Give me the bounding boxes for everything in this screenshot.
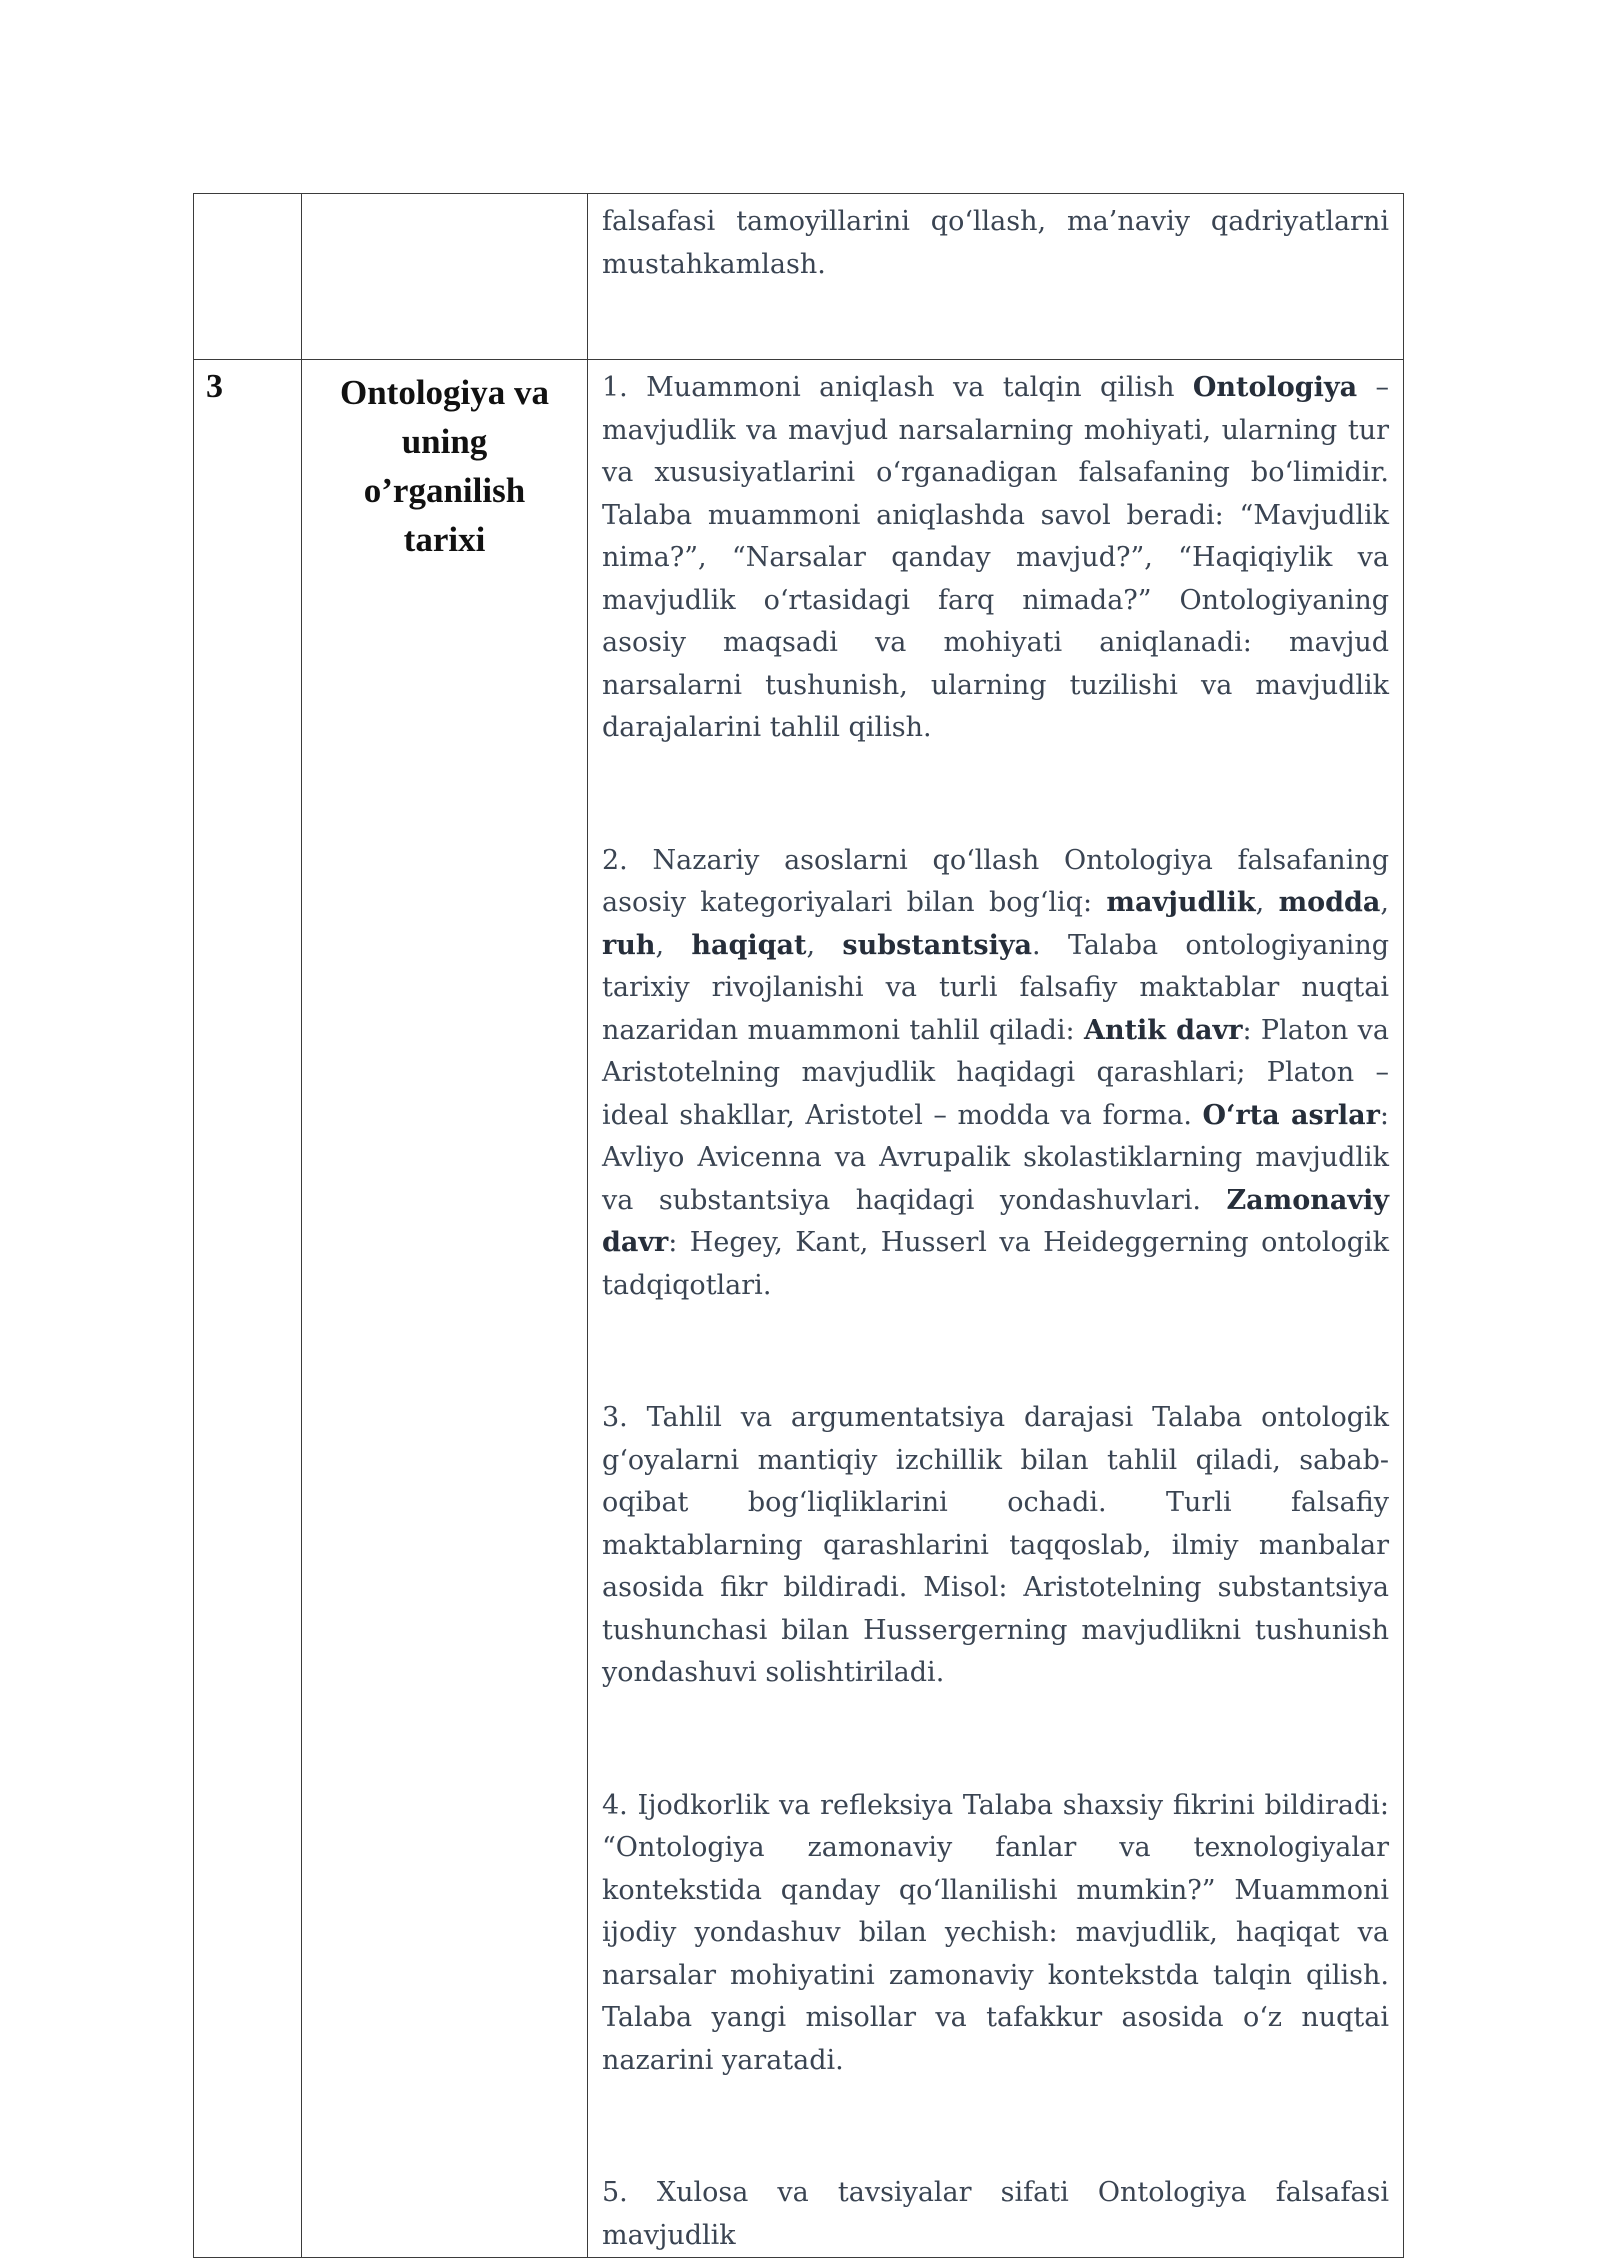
topic-line: Ontologiya va xyxy=(339,373,550,412)
topic-line: o’rganilish xyxy=(363,471,526,510)
bold-term: Ontologiya xyxy=(1192,372,1358,403)
content-cell xyxy=(588,360,1404,2258)
topic-line: tarixi xyxy=(403,520,486,559)
paragraph-5: 5. Xulosa va tavsiyalar sifati Ontologiya falsafasi mavjudlik xyxy=(602,2177,1389,2251)
topic-cell xyxy=(302,360,588,2258)
bold-term: mavjudlik xyxy=(1106,887,1256,918)
topic-title xyxy=(302,194,587,202)
bold-term: haqiqat xyxy=(691,929,807,961)
paragraph-1: 1. Muammoni aniqlash va talqin qilish Ontologiya – mavjudlik va mavjud narsalarning mohiyati, ularning tur va xususiyatlarini o‘rganadigan falsafaning bo‘limidir. Talaba muammoni aniqlashda savol beradi: “Mavjudlik nima?”, “Narsalar qanday mavjud?”, “Haqiqiylik va mavjudlik o‘rtasidagi farq nimada?” Ontologiyaning asosiy maqsadi va mohiyati aniqlanadi: mavjud narsalarni tushunish, ularning tuzilishi va mavjudlik darajalarini tahlil qilish. xyxy=(602,372,1389,743)
bold-term: O‘rta asrlar xyxy=(1202,1099,1380,1131)
topic-cell xyxy=(302,194,588,360)
continued-paragraph: falsafasi tamoyillarini qo‘llash, ma’naviy qadriyatlarni mustahkamlash. xyxy=(602,206,1389,280)
content-body xyxy=(588,360,1403,2257)
table-row xyxy=(194,360,1404,2258)
content-cell xyxy=(588,194,1404,360)
row-number xyxy=(194,194,301,202)
bold-term: ruh xyxy=(602,929,656,961)
number-cell xyxy=(194,360,302,2258)
bold-term: Antik davr xyxy=(1084,1014,1243,1046)
document-table xyxy=(193,193,1404,2258)
paragraph-2: 2. Nazariy asoslarni qo‘llash Ontologiya falsafaning asosiy kategoriyalari bilan bog‘liq: mavjudlik, modda, ruh, haqiqat, substantsiya. Talaba ontologiyaning tarixiy rivojlanishi va turli falsafiy maktablar nuqtai nazaridan muammoni tahlil qiladi: Antik davr: Platon va Aristotelning mavjudlik haqidagi qarashlari; Platon – ideal shakllar, Aristotel – modda va forma. O‘rta asrlar: Avliyo Avicenna va Avrupalik skolastiklarning mavjudlik va substantsiya haqidagi yondashuvlari. Zamonaviy davr: Hegey, Kant, Husserl va Heideggerning ontologik tadqiqotlari. xyxy=(602,844,1390,1301)
topic-title xyxy=(302,360,587,564)
bold-term: Zamonaviy davr xyxy=(602,1184,1389,1258)
table-row xyxy=(194,194,1404,360)
topic-line: uning xyxy=(401,422,488,461)
number-cell xyxy=(194,194,302,360)
paragraph-4: 4. Ijodkorlik va refleksiya Talaba shaxsiy fikrini bildiradi: “Ontologiya zamonaviy fanlar va texnologiyalar kontekstida qanday qo‘llanilishi mumkin?” Muammoni ijodiy yondashuv bilan yechish: mavjudlik, haqiqat va narsalar mohiyatini zamonaviy kontekstda talqin qilish. Talaba yangi misollar va tafakkur asosida o‘z nuqtai nazarini yaratadi. xyxy=(602,1789,1389,2076)
row-number: 3 xyxy=(206,368,223,405)
bold-term: modda xyxy=(1278,887,1381,918)
bold-term: substantsiya xyxy=(842,929,1033,961)
paragraph-3: 3. Tahlil va argumentatsiya darajasi Talaba ontologik g‘oyalarni mantiqiy izchillik bilan tahlil qiladi, sabab-oqibat bog‘liqliklarini ochadi. Turli falsafiy maktablarning qarashlarini taqqoslab, ilmiy manbalar asosida fikr bildiradi. Misol: Aristotelning substantsiya tushunchasi bilan Hussergerning mavjudlikni tushunish yondashuvi solishtiriladi. xyxy=(602,1402,1389,1688)
